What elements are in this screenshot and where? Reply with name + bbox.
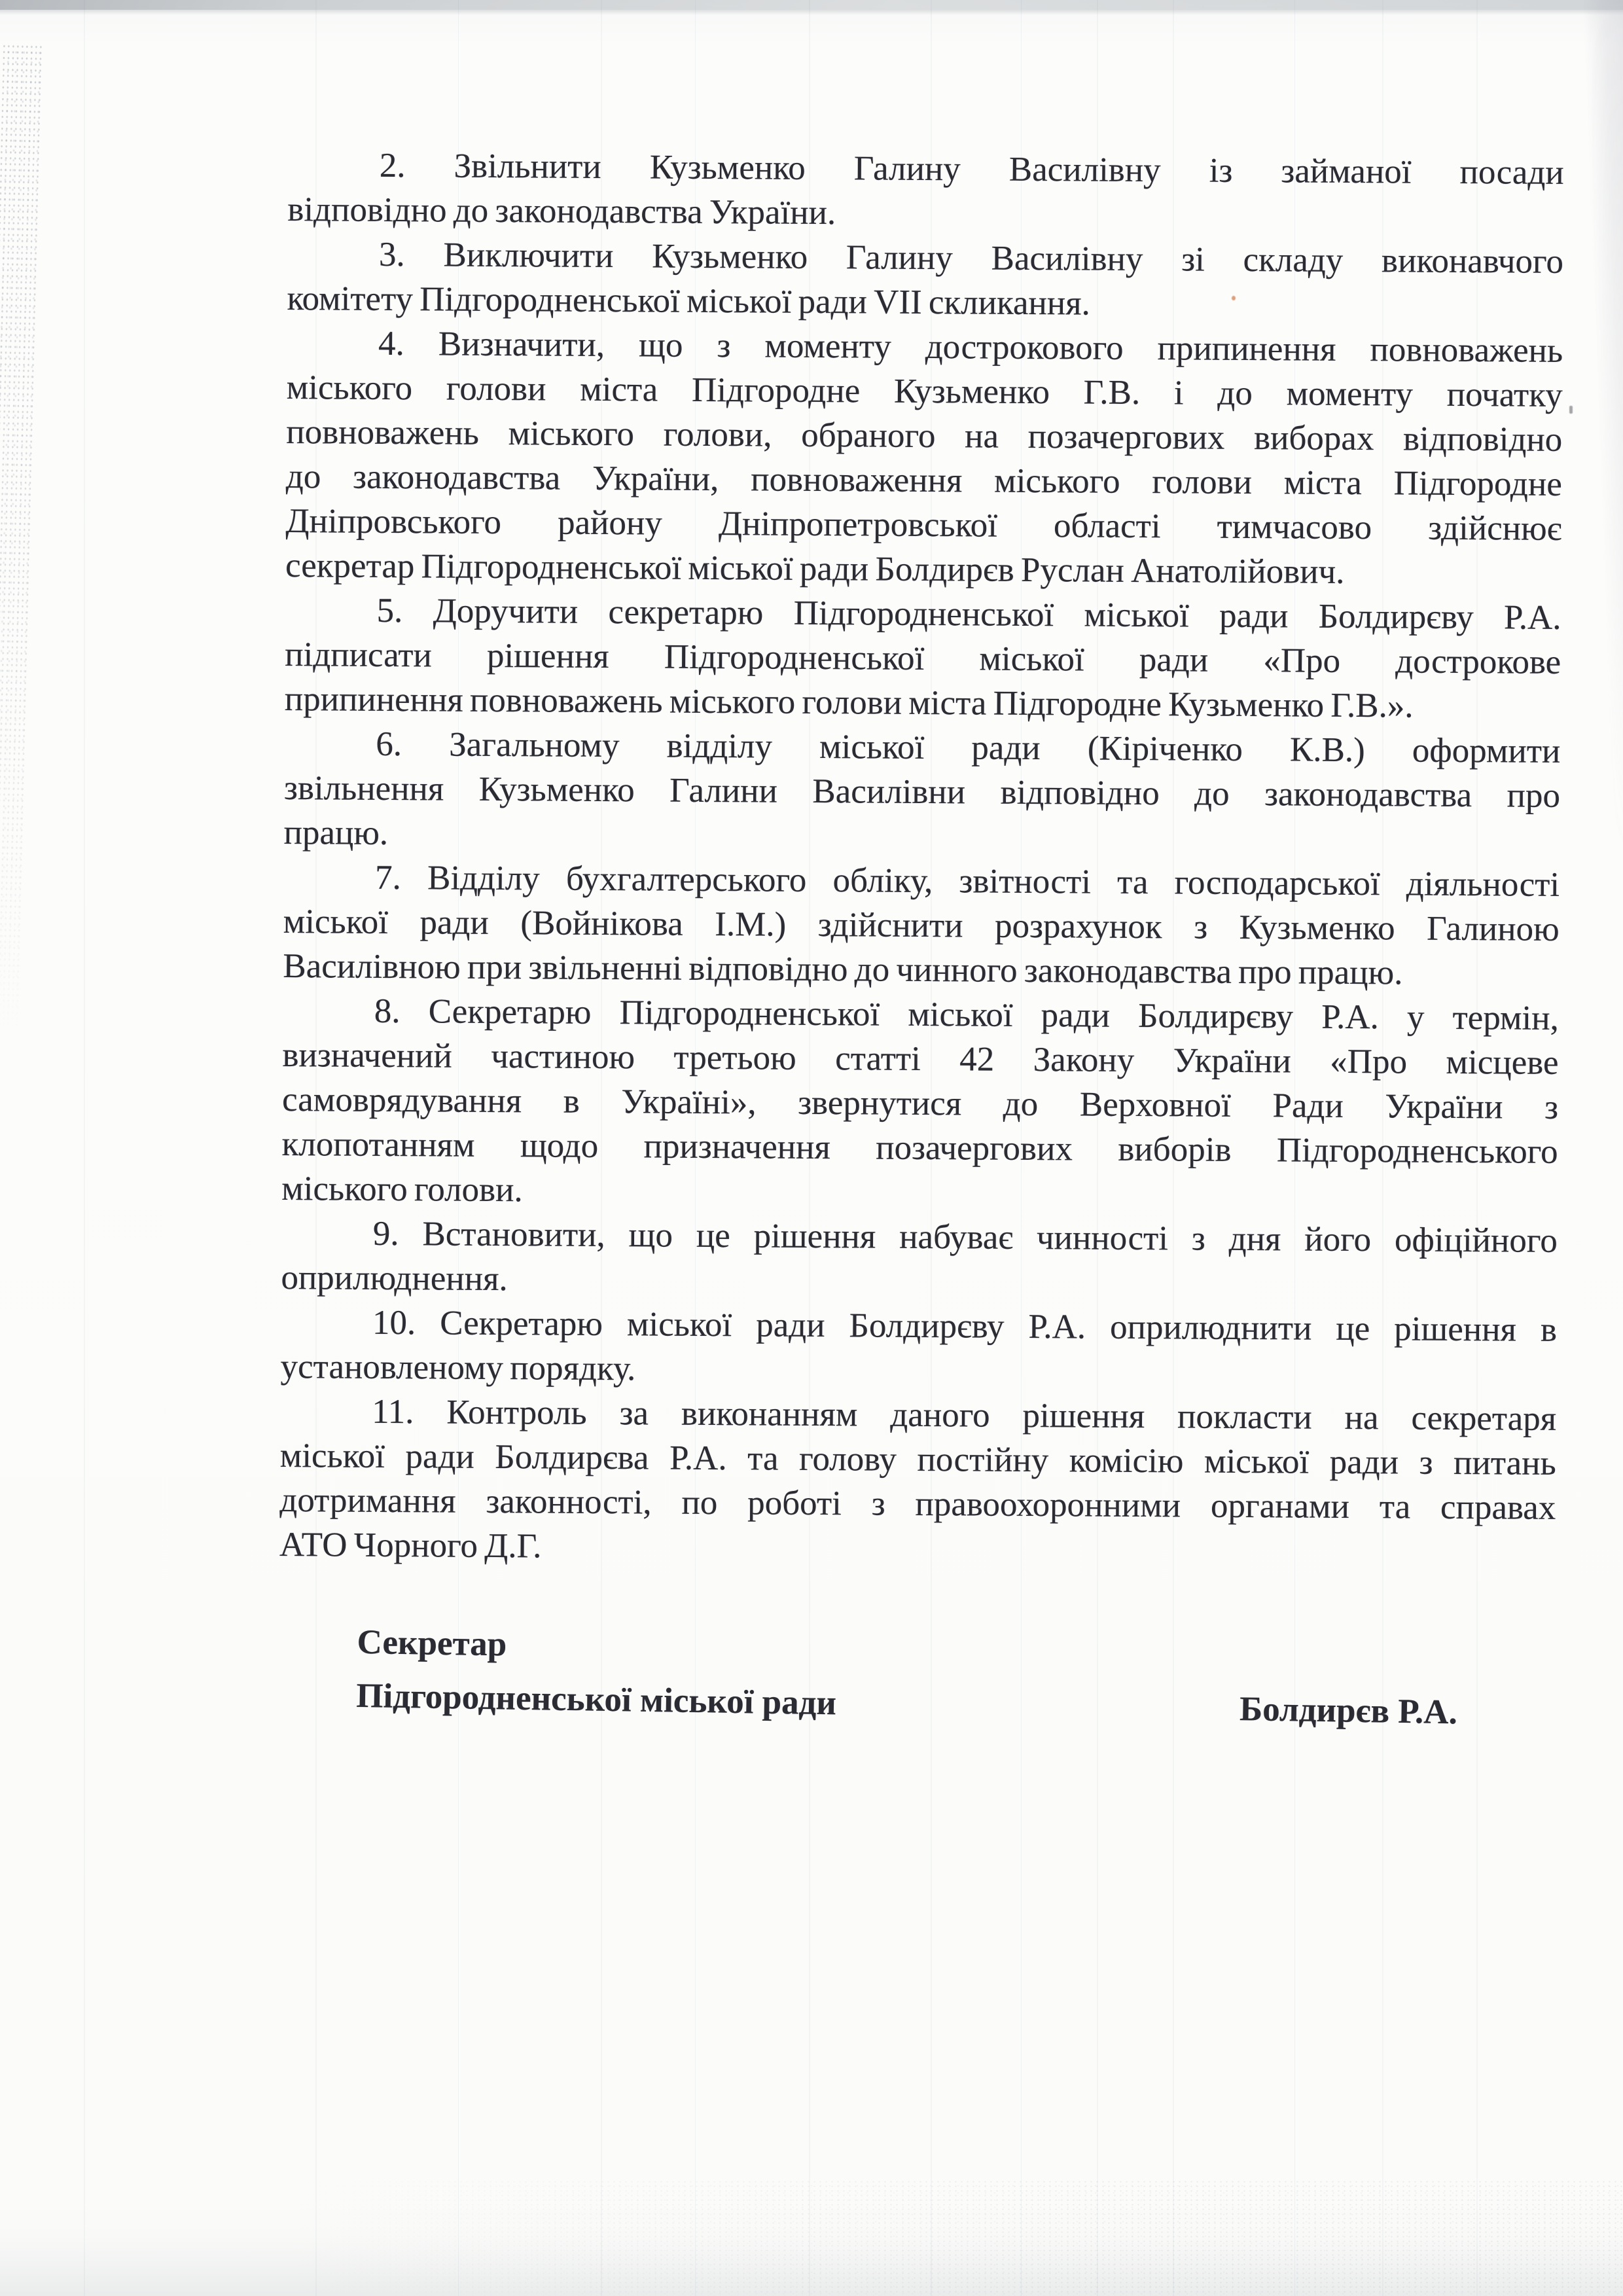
text-line: підписати рішення Підгородненської міської ради «Про дострокове [285,636,1561,681]
text-line: 5. Доручити секретарю Підгородненської міської ради Болдирєву Р.А. [376,591,1561,637]
text-line: міського голови міста Підгородне Кузьменко Г.В. і до моменту початку [286,368,1563,414]
text-line: 4. Визначити, що з моменту дострокового припинення повноважень [378,324,1563,370]
signature-block [276,1614,1555,1804]
signature-name: Болдирєв Р.А. [1239,1690,1458,1732]
text-line: 11. Контроль за виконанням даного рішення покласти на секретаря [371,1392,1557,1438]
text-line: комітету Підгородненської міської ради VII скликання. [287,279,1091,323]
text-line: міської ради Болдирєва Р.А. та голову постійну комісію міської ради з питань [279,1437,1556,1482]
text-line: дотримання законності, по роботі з правоохоронними органами та справах [279,1481,1556,1527]
text-line: відповідно до законодавства України. [287,190,836,232]
text-line: до законодавства України, повноваження міського голови міста Підгородне [285,457,1563,503]
text-line: Василівною при звільненні відповідно до чинного законодавства про працю. [283,947,1403,992]
text-line: припинення повноважень міського голови міста Підгородне Кузьменко Г.В.». [284,680,1414,725]
text-line: міської ради (Войнікова І.М.) здійснити розрахунок з Кузьменко Галиною [283,903,1560,948]
text-line: 2. Звільнити Кузьменко Галину Василівну із займаної посади [379,146,1564,192]
text-line: 3. Виключити Кузьменко Галину Василівну зі складу виконавчого [378,235,1564,281]
text-line: оприлюднення. [281,1259,508,1299]
text-line: установленому порядку. [280,1348,636,1388]
text-line: Дніпровського району Дніпропетровської області тимчасово здійснює [285,502,1562,548]
text-line: клопотанням щодо призначення позачергових виборів Підгородненського [281,1125,1558,1171]
text-line: працю. [283,814,389,853]
text-line: звільнення Кузьменко Галини Василівни відповідно до законодавства про [283,769,1561,815]
text-line: міського голови. [281,1170,523,1210]
signature-title-line1: Секретар [357,1623,507,1664]
text-line: 10. Секретарю міської ради Болдирєву Р.А. оприлюднити це рішення в [372,1303,1558,1349]
text-line: повноважень міського голови, обраного на позачергових виборах відповідно [286,413,1563,459]
text-line: самоврядування в Україні», звернутися до Верховної Ради України з [281,1081,1559,1126]
document-body [279,143,1564,1575]
text-line: визначений частиною третьою статті 42 Закону України «Про місцеве [282,1036,1559,1082]
text-line: секретар Підгородненської міської ради Болдирєв Руслан Анатолійович. [285,547,1345,591]
text-line: 7. Відділу бухгалтерського обліку, звітності та господарської діяльності [374,858,1560,904]
text-line: 8. Секретарю Підгородненської міської ради Болдирєву Р.А. у термін, [374,992,1560,1037]
signature-title-line2: Підгородненської міської ради [355,1676,837,1723]
text-line: 6. Загальному відділу міської ради (Кіріченко К.В.) оформити [376,725,1561,770]
text-line: 9. Встановити, що це рішення набуває чинності з дня його офіційного [372,1214,1558,1260]
text-line: АТО Чорного Д.Г. [279,1526,542,1566]
